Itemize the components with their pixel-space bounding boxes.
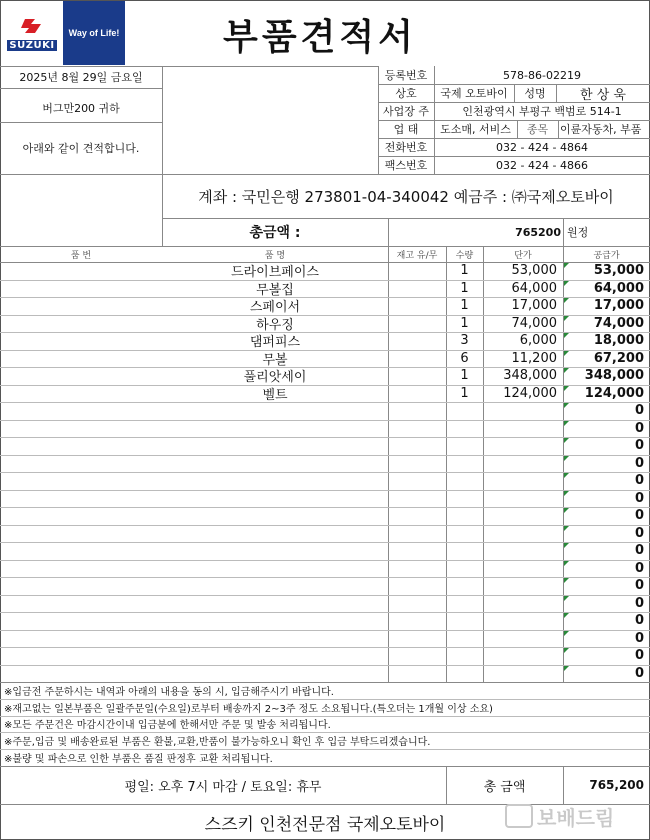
part-name bbox=[162, 437, 388, 455]
part-name: 드라이브페이스 bbox=[231, 265, 319, 280]
part-name: 댐퍼피스 bbox=[249, 335, 301, 350]
tel-value: 032 - 424 - 4864 bbox=[496, 140, 588, 154]
supply-amount: 124,000 bbox=[584, 385, 644, 401]
recipient: 버그만200 귀하 bbox=[42, 102, 120, 115]
unit-price bbox=[483, 455, 563, 473]
unit-price: 124,000 bbox=[503, 385, 557, 401]
quantity bbox=[446, 560, 483, 578]
quantity bbox=[446, 507, 483, 525]
supply-amount: 74,000 bbox=[593, 315, 644, 331]
unit-price: 11,200 bbox=[511, 350, 557, 366]
formula-marker bbox=[564, 631, 569, 636]
quantity: 6 bbox=[460, 350, 469, 366]
supply-amount: 67,200 bbox=[593, 350, 644, 366]
watermark-text: 보배드림 bbox=[537, 805, 615, 830]
footer-total-label: 총 금액 bbox=[483, 779, 526, 795]
formula-marker bbox=[564, 298, 569, 303]
shop-name: 스즈키 인천전문점 국제오토바이 bbox=[204, 814, 446, 835]
formula-marker bbox=[564, 263, 569, 268]
supply-amount: 0 bbox=[634, 420, 644, 436]
quantity bbox=[446, 665, 483, 683]
note-line: ※재고없는 일본부품은 일괄주문일(수요일)로부터 배송까지 2~3주 정도 소요됩니다.(특오더는 1개월 이상 소요) bbox=[4, 703, 493, 715]
page-title: 부품견적서 bbox=[223, 16, 417, 58]
part-name: 무볼집 bbox=[256, 282, 294, 297]
quantity bbox=[446, 490, 483, 508]
formula-marker bbox=[564, 333, 569, 338]
quantity bbox=[446, 630, 483, 648]
unit-price bbox=[483, 560, 563, 578]
quantity: 1 bbox=[460, 298, 469, 314]
unit-price bbox=[483, 595, 563, 613]
supply-amount: 0 bbox=[634, 665, 644, 681]
col-supply: 공급가 bbox=[593, 250, 620, 261]
part-name bbox=[162, 507, 388, 525]
supply-amount: 0 bbox=[634, 473, 644, 489]
part-name bbox=[162, 420, 388, 438]
col-qty: 수량 bbox=[455, 250, 474, 261]
suzuki-s-icon bbox=[19, 15, 45, 37]
quantity bbox=[446, 612, 483, 630]
unit-price bbox=[483, 665, 563, 683]
quantity bbox=[446, 402, 483, 420]
slogan-badge: Way of Life! bbox=[63, 1, 125, 65]
quantity: 3 bbox=[460, 333, 469, 349]
supply-amount: 64,000 bbox=[593, 280, 644, 296]
reg-label: 등록번호 bbox=[384, 69, 428, 82]
note-line: ※입금전 주문하시는 내역과 아래의 내용을 동의 시, 입금해주시기 바랍니다. bbox=[4, 686, 334, 698]
formula-marker bbox=[564, 491, 569, 496]
unit-price bbox=[483, 630, 563, 648]
supply-amount: 0 bbox=[634, 613, 644, 629]
tel-label: 전화번호 bbox=[384, 141, 428, 154]
brand-word: SUZUKI bbox=[9, 40, 55, 51]
quantity bbox=[446, 525, 483, 543]
unit-price bbox=[483, 420, 563, 438]
part-name: 풀리앗세이 bbox=[243, 370, 307, 385]
formula-marker bbox=[564, 596, 569, 601]
quantity: 1 bbox=[460, 368, 469, 384]
addr-value: 인천광역시 부평구 백범로 514-1 bbox=[462, 105, 622, 118]
part-name bbox=[162, 455, 388, 473]
unit-price: 6,000 bbox=[519, 333, 557, 349]
part-name bbox=[162, 577, 388, 595]
unit-price: 64,000 bbox=[511, 280, 557, 296]
unit-price bbox=[483, 437, 563, 455]
addr-label: 사업장 주 bbox=[382, 105, 429, 118]
supply-amount: 0 bbox=[634, 560, 644, 576]
quantity: 1 bbox=[460, 315, 469, 331]
reg-value: 578-86-02219 bbox=[503, 68, 581, 82]
watermark bbox=[505, 801, 645, 831]
total-value: 765200 bbox=[515, 225, 561, 239]
formula-marker bbox=[564, 316, 569, 321]
part-name bbox=[162, 542, 388, 560]
quantity bbox=[446, 577, 483, 595]
part-name bbox=[162, 595, 388, 613]
part-name bbox=[162, 490, 388, 508]
quantity: 1 bbox=[460, 385, 469, 401]
part-name: 벨트 bbox=[262, 387, 288, 402]
part-name: 무볼 bbox=[262, 352, 288, 367]
col-stock: 재고 유/무 bbox=[396, 250, 438, 261]
unit-price: 53,000 bbox=[511, 263, 557, 279]
unit-price: 17,000 bbox=[511, 298, 557, 314]
formula-marker bbox=[564, 508, 569, 513]
part-name bbox=[162, 630, 388, 648]
note-line: ※주문,입금 및 배송완료된 부품은 환불,교환,반품이 불가능하오니 확인 후 입금 부탁드리겠습니다. bbox=[4, 737, 431, 749]
supply-amount: 0 bbox=[634, 630, 644, 646]
formula-marker bbox=[564, 578, 569, 583]
col-part-no: 품 번 bbox=[70, 250, 92, 261]
unit-price bbox=[483, 490, 563, 508]
fax-value: 032 - 424 - 4866 bbox=[496, 158, 588, 172]
formula-marker bbox=[564, 648, 569, 653]
quantity bbox=[446, 542, 483, 560]
quantity bbox=[446, 647, 483, 665]
formula-marker bbox=[564, 666, 569, 671]
supply-amount: 0 bbox=[634, 490, 644, 506]
supply-amount: 348,000 bbox=[584, 368, 644, 384]
formula-marker bbox=[564, 543, 569, 548]
unit-price bbox=[483, 612, 563, 630]
col-part-name: 품 명 bbox=[264, 250, 286, 261]
fax-label: 팩스번호 bbox=[384, 159, 428, 172]
unit-price bbox=[483, 507, 563, 525]
bank-account: 계좌 : 국민은행 273801-04-340042 예금주 : ㈜국제오토바이 bbox=[198, 187, 614, 206]
formula-marker bbox=[564, 351, 569, 356]
part-name bbox=[162, 525, 388, 543]
rep-value: 한 상 욱 bbox=[580, 87, 626, 102]
formula-marker bbox=[564, 403, 569, 408]
quantity bbox=[446, 472, 483, 490]
supply-amount: 0 bbox=[634, 543, 644, 559]
quote-date: 2025년 8월 29일 금요일 bbox=[19, 71, 143, 84]
col-price: 단가 bbox=[514, 250, 532, 261]
part-name bbox=[162, 665, 388, 683]
formula-marker bbox=[564, 473, 569, 478]
unit-price bbox=[483, 525, 563, 543]
part-name bbox=[162, 612, 388, 630]
suzuki-logo bbox=[1, 1, 63, 65]
business-hours: 평일: 오후 7시 마감 / 토요일: 휴무 bbox=[124, 779, 322, 795]
name-label: 상호 bbox=[395, 87, 417, 100]
formula-marker bbox=[564, 456, 569, 461]
part-name bbox=[162, 560, 388, 578]
supply-amount: 0 bbox=[634, 455, 644, 471]
quantity bbox=[446, 437, 483, 455]
type-label: 업 태 bbox=[393, 123, 419, 136]
part-name: 스페이서 bbox=[249, 300, 301, 315]
formula-marker bbox=[564, 561, 569, 566]
part-name bbox=[162, 402, 388, 420]
total-label: 총금액 : bbox=[249, 225, 301, 241]
formula-marker bbox=[564, 613, 569, 618]
unit-price bbox=[483, 542, 563, 560]
part-name bbox=[162, 647, 388, 665]
item-value: 이륜자동차, 부품 bbox=[560, 123, 642, 136]
quantity: 1 bbox=[460, 280, 469, 296]
supply-amount: 18,000 bbox=[593, 333, 644, 349]
part-name bbox=[162, 472, 388, 490]
note-line: ※모든 주문건은 마감시간이내 입금분에 한해서만 주문 및 발송 처리됩니다. bbox=[4, 720, 331, 732]
supply-amount: 0 bbox=[634, 403, 644, 419]
note-line: ※불량 및 파손으로 인한 부품은 품질 판정후 교환 처리됩니다. bbox=[4, 754, 273, 766]
supply-amount: 17,000 bbox=[593, 298, 644, 314]
watermark-car-icon bbox=[505, 804, 533, 828]
formula-marker bbox=[564, 526, 569, 531]
unit-price bbox=[483, 647, 563, 665]
quantity bbox=[446, 455, 483, 473]
quantity bbox=[446, 420, 483, 438]
item-label: 종목 bbox=[526, 123, 549, 136]
unit-price bbox=[483, 577, 563, 595]
unit-price: 74,000 bbox=[511, 315, 557, 331]
unit-price bbox=[483, 472, 563, 490]
formula-marker bbox=[564, 281, 569, 286]
supply-amount: 0 bbox=[634, 438, 644, 454]
supply-amount: 0 bbox=[634, 508, 644, 524]
supply-amount: 0 bbox=[634, 578, 644, 594]
unit-price bbox=[483, 402, 563, 420]
total-unit: 원정 bbox=[567, 226, 589, 239]
quantity: 1 bbox=[460, 263, 469, 279]
formula-marker bbox=[564, 438, 569, 443]
supply-amount: 0 bbox=[634, 525, 644, 541]
name-value: 국제 오토바이 bbox=[440, 87, 508, 100]
rep-label: 성명 bbox=[524, 87, 546, 100]
greeting: 아래와 같이 견적합니다. bbox=[22, 142, 140, 155]
quantity bbox=[446, 595, 483, 613]
supply-amount: 0 bbox=[634, 595, 644, 611]
supply-amount: 53,000 bbox=[593, 263, 644, 279]
type-value: 도소매, 서비스 bbox=[440, 123, 511, 136]
supply-amount: 0 bbox=[634, 648, 644, 664]
part-name: 하우징 bbox=[256, 317, 294, 332]
unit-price: 348,000 bbox=[503, 368, 557, 384]
footer-total-value: 765,200 bbox=[589, 778, 644, 792]
formula-marker bbox=[564, 368, 569, 373]
formula-marker bbox=[564, 421, 569, 426]
formula-marker bbox=[564, 386, 569, 391]
